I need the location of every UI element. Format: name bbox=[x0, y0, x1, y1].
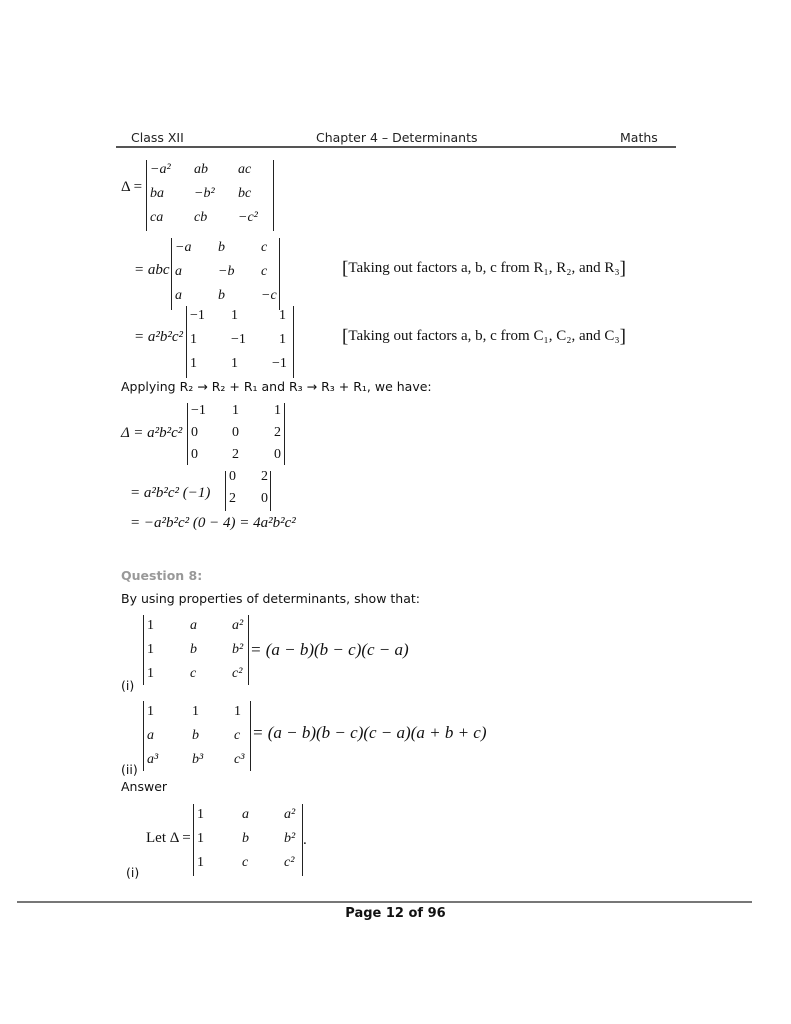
matrix-cell: a bbox=[242, 807, 249, 822]
step2-lhs: = abc bbox=[134, 262, 170, 278]
step1-determinant bbox=[146, 160, 274, 231]
matrix-cell: 1 bbox=[197, 807, 204, 822]
matrix-cell: 0 bbox=[232, 425, 239, 440]
matrix-cell: 2 bbox=[274, 425, 281, 440]
matrix-cell: 1 bbox=[190, 356, 197, 371]
answer-trailing-period: . bbox=[303, 832, 307, 848]
matrix-cell: −c² bbox=[238, 210, 258, 225]
matrix-cell: c bbox=[261, 264, 268, 279]
question-heading: Question 8: bbox=[121, 568, 203, 583]
matrix-cell: b bbox=[218, 288, 225, 303]
matrix-cell: ba bbox=[150, 186, 164, 201]
matrix-cell: −b bbox=[218, 264, 235, 279]
header-rule bbox=[116, 146, 676, 148]
footer-rule bbox=[17, 901, 752, 903]
matrix-cell: c bbox=[190, 666, 197, 681]
matrix-cell: 1 bbox=[147, 618, 154, 633]
matrix-cell: 1 bbox=[279, 308, 286, 323]
matrix-cell: 1 bbox=[147, 666, 154, 681]
matrix-cell: b³ bbox=[192, 752, 204, 767]
answer-part-label: (i) bbox=[126, 865, 140, 880]
matrix-cell: 1 bbox=[147, 704, 154, 719]
step6-result: = −a²b²c² (0 − 4) = 4a²b²c² bbox=[130, 515, 296, 531]
matrix-cell: b² bbox=[284, 831, 296, 846]
matrix-cell: −1 bbox=[272, 356, 287, 371]
matrix-cell: b bbox=[242, 831, 249, 846]
step3-lhs: = a²b²c² bbox=[134, 329, 184, 345]
matrix-cell: −c bbox=[261, 288, 277, 303]
matrix-cell: −1 bbox=[190, 308, 205, 323]
matrix-cell: 1 bbox=[197, 831, 204, 846]
matrix-cell: c³ bbox=[234, 752, 245, 767]
matrix-cell: 1 bbox=[190, 332, 197, 347]
matrix-cell: c² bbox=[232, 666, 243, 681]
matrix-cell: ab bbox=[194, 162, 208, 177]
part-i-determinant bbox=[143, 615, 249, 685]
header-class: Class XII bbox=[131, 130, 184, 145]
matrix-cell: c bbox=[242, 855, 249, 870]
matrix-cell: c² bbox=[284, 855, 295, 870]
matrix-cell: 0 bbox=[261, 491, 268, 506]
matrix-cell: a² bbox=[232, 618, 244, 633]
matrix-cell: 1 bbox=[147, 642, 154, 657]
matrix-cell: −a bbox=[175, 240, 192, 255]
matrix-cell: 2 bbox=[232, 447, 239, 462]
part-ii-determinant bbox=[143, 701, 251, 771]
step1-lhs: Δ = bbox=[121, 179, 143, 195]
matrix-cell: 1 bbox=[279, 332, 286, 347]
header-subject: Maths bbox=[620, 130, 658, 145]
matrix-cell: ac bbox=[238, 162, 252, 177]
matrix-cell: a bbox=[147, 728, 154, 743]
matrix-cell: 1 bbox=[231, 308, 238, 323]
matrix-cell: 1 bbox=[192, 704, 199, 719]
matrix-cell: 1 bbox=[197, 855, 204, 870]
matrix-cell: c bbox=[261, 240, 268, 255]
page-number: Page 12 of 96 bbox=[345, 906, 446, 921]
matrix-cell: b bbox=[218, 240, 225, 255]
part-ii-rhs: = (a − b)(b − c)(c − a)(a + b + c) bbox=[252, 723, 487, 742]
matrix-cell: c bbox=[234, 728, 241, 743]
step2-note: [Taking out factors a, b, c from R₁, R₂, and R₃] bbox=[342, 258, 626, 279]
answer-determinant bbox=[193, 804, 303, 876]
matrix-cell: 0 bbox=[191, 447, 198, 462]
step3-note-text: Taking out factors a, b, c from C₁, C₂, and C₃ bbox=[348, 328, 620, 344]
part-i-rhs: = (a − b)(b − c)(c − a) bbox=[250, 640, 409, 659]
matrix-cell: 0 bbox=[274, 447, 281, 462]
step3-determinant bbox=[186, 306, 294, 378]
matrix-cell: −1 bbox=[191, 403, 206, 418]
step3-note: [Taking out factors a, b, c from C₁, C₂, and C₃] bbox=[342, 326, 626, 347]
matrix-cell: −b² bbox=[194, 186, 215, 201]
part-i-label: (i) bbox=[121, 678, 135, 693]
answer-lhs: Let Δ = bbox=[146, 830, 191, 846]
matrix-cell: bc bbox=[238, 186, 252, 201]
step2-note-text: Taking out factors a, b, c from R₁, R₂, and R₃ bbox=[348, 260, 620, 276]
header-chapter-title: Chapter 4 – Determinants bbox=[316, 130, 478, 145]
answer-heading: Answer bbox=[121, 779, 168, 794]
step4-lhs: Δ = a²b²c² bbox=[121, 425, 183, 441]
step4-determinant bbox=[187, 403, 285, 465]
matrix-cell: 1 bbox=[231, 356, 238, 371]
matrix-cell: b bbox=[190, 642, 197, 657]
matrix-cell: −a² bbox=[150, 162, 171, 177]
question-prompt: By using properties of determinants, show that: bbox=[121, 591, 420, 606]
matrix-cell: a bbox=[190, 618, 197, 633]
part-ii-label: (ii) bbox=[121, 762, 138, 777]
matrix-cell: 1 bbox=[234, 704, 241, 719]
step2-determinant bbox=[171, 238, 280, 310]
matrix-cell: 0 bbox=[191, 425, 198, 440]
matrix-cell: a bbox=[175, 288, 182, 303]
matrix-cell: b² bbox=[232, 642, 244, 657]
matrix-cell: 2 bbox=[229, 491, 236, 506]
matrix-cell: b bbox=[192, 728, 199, 743]
matrix-cell: 0 bbox=[229, 469, 236, 484]
matrix-cell: 1 bbox=[232, 403, 239, 418]
matrix-cell: a bbox=[175, 264, 182, 279]
matrix-cell: −1 bbox=[231, 332, 246, 347]
matrix-cell: a² bbox=[284, 807, 296, 822]
matrix-cell: a³ bbox=[147, 752, 159, 767]
matrix-cell: ca bbox=[150, 210, 164, 225]
matrix-cell: 1 bbox=[274, 403, 281, 418]
step5-lhs: = a²b²c² (−1) bbox=[130, 485, 211, 501]
step5-determinant bbox=[225, 471, 271, 511]
matrix-cell: 2 bbox=[261, 469, 268, 484]
applying-text: Applying R₂ → R₂ + R₁ and R₃ → R₃ + R₁, we have: bbox=[121, 379, 432, 394]
matrix-cell: cb bbox=[194, 210, 208, 225]
